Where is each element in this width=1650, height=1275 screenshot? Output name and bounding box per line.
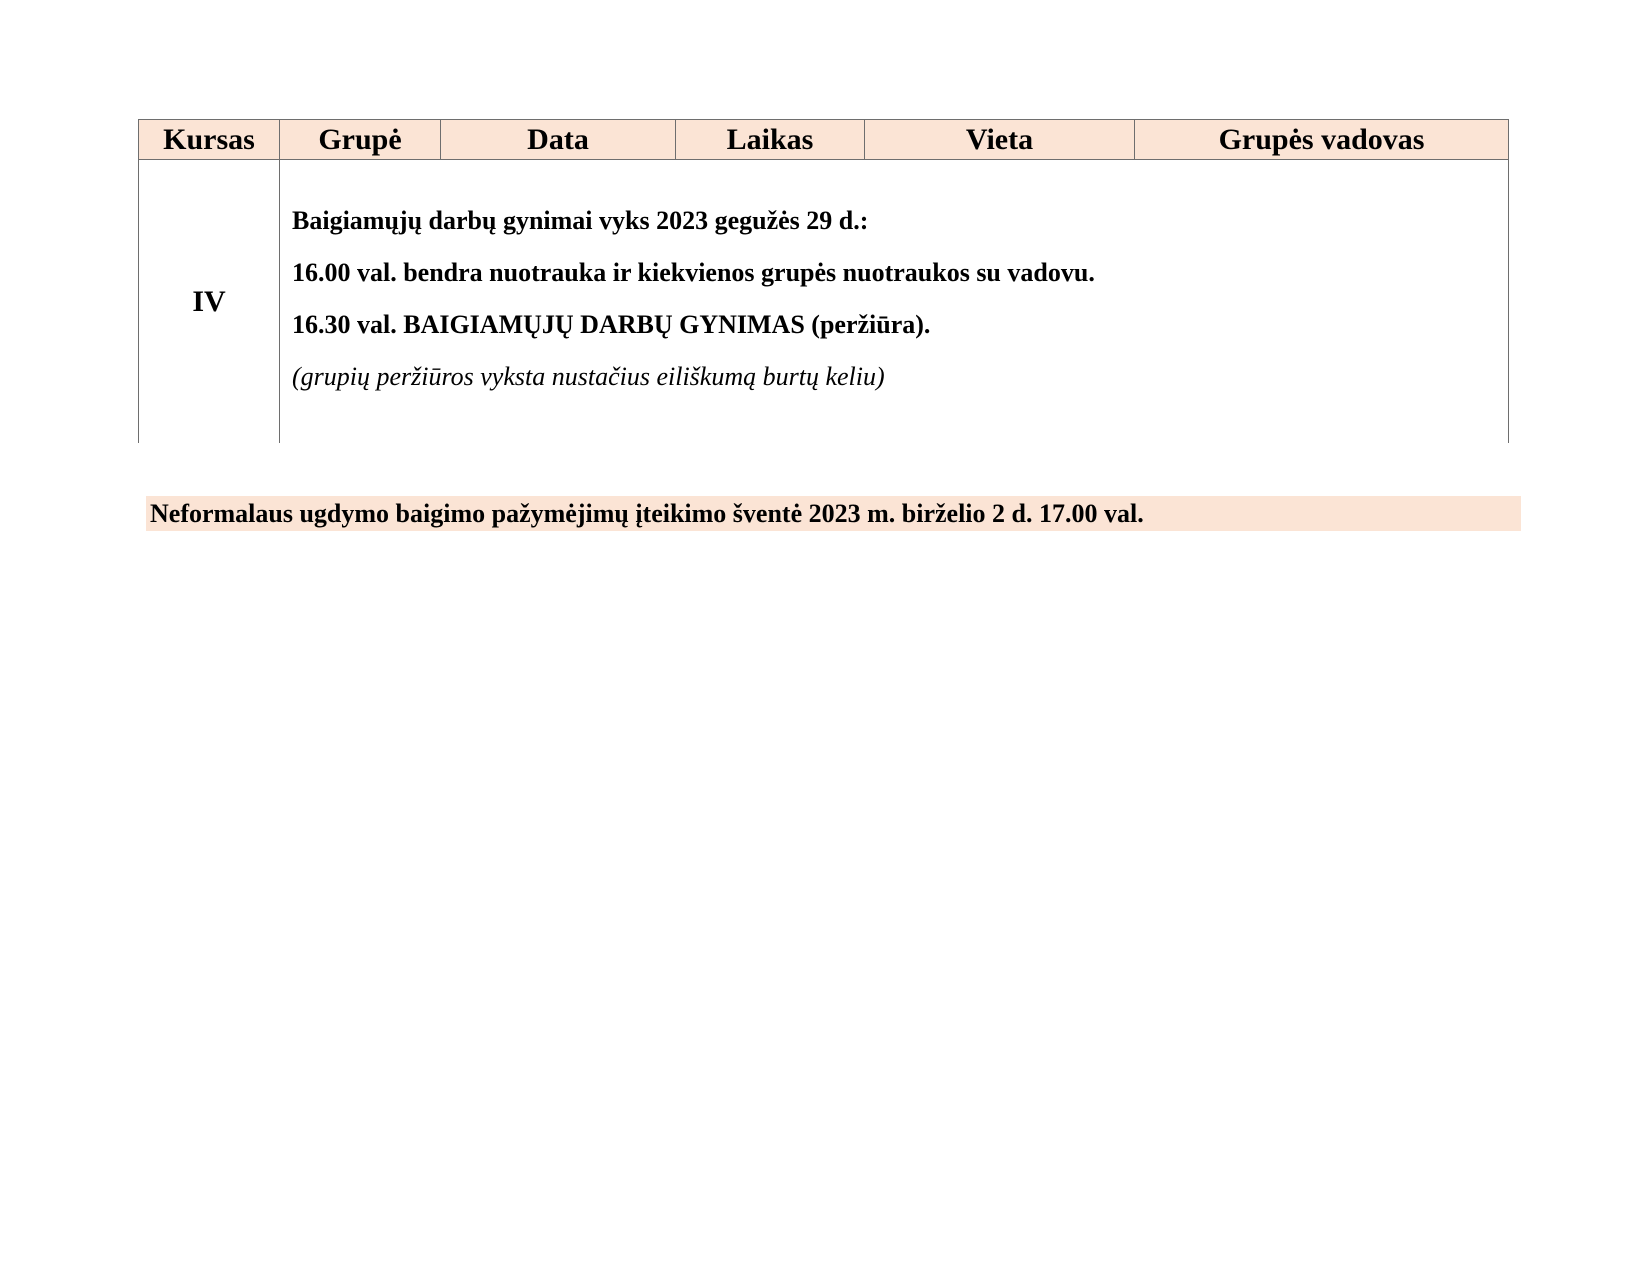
header-data: Data [441,120,676,160]
header-kursas: Kursas [139,120,280,160]
ceremony-banner: Neformalaus ugdymo baigimo pažymėjimų įteikimo šventė 2023 m. birželio 2 d. 17.00 val. [146,496,1521,531]
header-grupes-vadovas: Grupės vadovas [1135,120,1509,160]
defense-time-line: 16.30 val. BAIGIAMŲJŲ DARBŲ GYNIMAS (peržiūra). [292,310,931,339]
defense-date-line: Baigiamųjų darbų gynimai vyks 2023 gegužės 29 d.: [292,206,869,235]
header-laikas: Laikas [676,120,865,160]
course-cell: IV [139,160,280,444]
defense-info-cell [280,160,1509,444]
table-row [139,160,1509,444]
photo-time-line: 16.00 val. bendra nuotrauka ir kiekvienos grupės nuotraukos su vadovu. [292,258,1095,287]
header-vieta: Vieta [865,120,1135,160]
order-note: (grupių peržiūros vyksta nustačius eiliškumą burtų keliu) [292,362,885,391]
table-header-row [139,120,1509,160]
schedule-table [138,119,1509,443]
header-grupe: Grupė [280,120,441,160]
